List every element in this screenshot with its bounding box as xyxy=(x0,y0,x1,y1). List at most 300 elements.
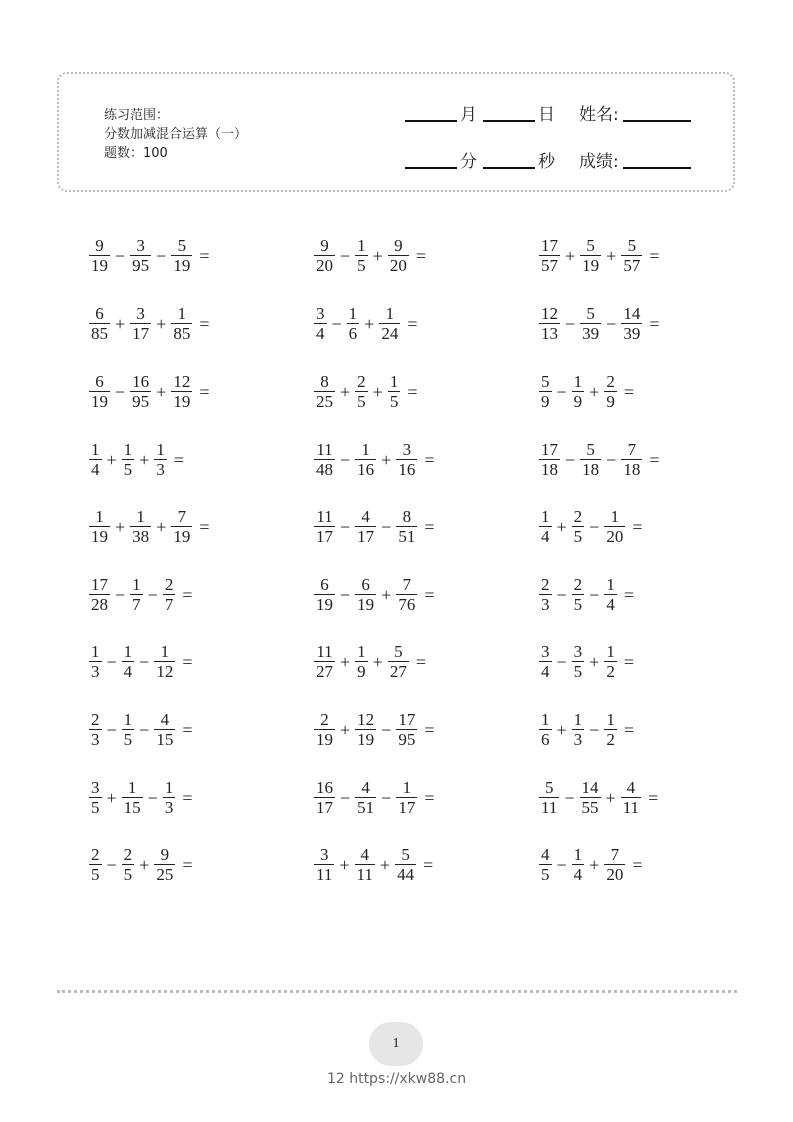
equals-sign: = xyxy=(415,651,426,672)
denominator: 11 xyxy=(622,798,640,817)
numerator: 17 xyxy=(398,710,416,729)
operator: − xyxy=(106,719,117,740)
operator: − xyxy=(556,854,567,875)
minute-label: 分 xyxy=(460,152,477,172)
denominator: 20 xyxy=(606,865,624,884)
numerator: 1 xyxy=(160,642,170,661)
denominator: 95 xyxy=(398,730,416,749)
numerator: 1 xyxy=(127,778,137,797)
denominator: 15 xyxy=(156,730,174,749)
denominator: 85 xyxy=(173,324,191,343)
denominator: 17 xyxy=(357,527,375,546)
fraction xyxy=(538,236,561,276)
fraction xyxy=(313,710,336,750)
fraction xyxy=(354,845,376,885)
denominator: 3 xyxy=(541,595,550,614)
problem xyxy=(538,642,634,682)
denominator: 3 xyxy=(573,730,583,749)
denominator: 4 xyxy=(541,662,550,681)
numerator: 5 xyxy=(586,440,595,459)
time-score-row xyxy=(405,147,694,172)
fraction xyxy=(603,507,626,547)
operator: + xyxy=(340,651,351,672)
topic-label: 分数加减混合运算（一） xyxy=(104,127,248,142)
numerator: 1 xyxy=(123,440,133,459)
fraction xyxy=(571,710,586,750)
operator: + xyxy=(565,245,576,266)
operator: − xyxy=(589,719,600,740)
score-label: 成绩: xyxy=(579,152,619,172)
denominator: 28 xyxy=(91,595,108,614)
denominator: 19 xyxy=(582,256,600,275)
numerator: 3 xyxy=(319,845,329,864)
fraction xyxy=(354,710,377,750)
fraction xyxy=(620,778,642,818)
fraction xyxy=(88,372,111,412)
fraction xyxy=(170,372,193,412)
numerator: 1 xyxy=(385,304,395,323)
footer-url: 12 https://xkw88.cn xyxy=(326,1071,467,1087)
fraction xyxy=(354,778,377,818)
numerator: 1 xyxy=(606,575,615,594)
fraction xyxy=(170,507,193,547)
denominator: 48 xyxy=(316,460,333,479)
score-blank[interactable] xyxy=(623,149,691,169)
numerator: 1 xyxy=(348,304,358,323)
numerator: 5 xyxy=(586,304,595,323)
numerator: 1 xyxy=(402,778,412,797)
fraction xyxy=(538,778,560,818)
numerator: 8 xyxy=(320,372,329,391)
day-blank[interactable] xyxy=(483,102,535,122)
denominator: 3 xyxy=(164,798,174,817)
range-label: 练习范围： xyxy=(104,108,170,123)
numerator: 1 xyxy=(541,507,550,526)
equals-sign: = xyxy=(623,651,634,672)
equals-sign: = xyxy=(649,245,660,266)
problem xyxy=(88,507,209,547)
equals-sign: = xyxy=(623,381,634,402)
denominator: 19 xyxy=(316,595,333,614)
fraction xyxy=(121,845,136,885)
numerator: 17 xyxy=(541,236,558,255)
numerator: 3 xyxy=(541,642,550,661)
denominator: 4 xyxy=(316,324,325,343)
problem xyxy=(538,304,659,344)
problem xyxy=(313,304,417,344)
operator: − xyxy=(606,313,617,334)
operator: − xyxy=(556,651,567,672)
denominator: 3 xyxy=(91,662,100,681)
problem xyxy=(88,845,192,885)
equals-sign: = xyxy=(415,245,426,266)
equals-sign: = xyxy=(199,516,210,537)
denominator: 19 xyxy=(173,527,191,546)
fraction xyxy=(121,440,136,480)
denominator: 25 xyxy=(316,392,333,411)
fraction xyxy=(571,575,586,615)
denominator: 19 xyxy=(91,527,108,546)
operator: − xyxy=(139,651,150,672)
fraction xyxy=(571,507,586,547)
denominator: 17 xyxy=(398,798,416,817)
operator: − xyxy=(106,854,117,875)
denominator: 5 xyxy=(573,527,583,546)
fraction xyxy=(378,304,401,344)
fraction xyxy=(387,372,402,412)
denominator: 16 xyxy=(357,460,375,479)
fraction xyxy=(603,710,618,750)
denominator: 19 xyxy=(173,256,191,275)
operator: + xyxy=(381,584,392,605)
numerator: 2 xyxy=(573,507,583,526)
numerator: 2 xyxy=(164,575,174,594)
operator: + xyxy=(139,854,150,875)
denominator: 2 xyxy=(606,662,615,681)
problem xyxy=(538,440,659,480)
problem xyxy=(88,236,209,276)
numerator: 3 xyxy=(91,778,100,797)
operator: + xyxy=(156,516,167,537)
fraction xyxy=(313,372,336,412)
denominator: 27 xyxy=(389,662,407,681)
denominator: 9 xyxy=(357,662,366,681)
equals-sign: = xyxy=(182,651,193,672)
denominator: 19 xyxy=(316,730,333,749)
fraction xyxy=(162,778,177,818)
numerator: 4 xyxy=(360,845,369,864)
denominator: 4 xyxy=(91,460,100,479)
fraction xyxy=(88,642,103,682)
operator: + xyxy=(372,381,383,402)
fraction xyxy=(313,642,336,682)
problem xyxy=(313,507,434,547)
divider xyxy=(57,990,737,993)
fraction xyxy=(395,507,418,547)
denominator: 51 xyxy=(398,527,416,546)
problem xyxy=(313,236,426,276)
denominator: 19 xyxy=(173,392,191,411)
problem xyxy=(313,710,434,750)
operator: + xyxy=(372,651,383,672)
fraction xyxy=(394,845,417,885)
numerator: 1 xyxy=(357,236,366,255)
denominator: 19 xyxy=(91,392,108,411)
second-label: 秒 xyxy=(538,152,555,172)
operator: + xyxy=(381,449,392,470)
denominator: 57 xyxy=(541,256,558,275)
operator: − xyxy=(106,651,117,672)
numerator: 5 xyxy=(586,236,595,255)
problem xyxy=(538,372,634,412)
numerator: 4 xyxy=(361,778,370,797)
numerator: 4 xyxy=(626,778,636,797)
operator: + xyxy=(156,313,167,334)
denominator: 19 xyxy=(357,595,375,614)
date-name-row xyxy=(405,100,694,125)
numerator: 16 xyxy=(316,778,333,797)
numerator: 11 xyxy=(316,440,333,459)
fraction xyxy=(129,372,152,412)
operator: − xyxy=(564,787,575,808)
numerator: 6 xyxy=(361,575,370,594)
numerator: 17 xyxy=(91,575,108,594)
fraction xyxy=(153,710,176,750)
equals-sign: = xyxy=(199,313,210,334)
numerator: 1 xyxy=(606,710,615,729)
month-blank[interactable] xyxy=(405,102,457,122)
denominator: 7 xyxy=(164,595,174,614)
numerator: 1 xyxy=(164,778,174,797)
denominator: 85 xyxy=(91,324,108,343)
fraction xyxy=(354,642,369,682)
equals-sign: = xyxy=(623,584,634,605)
fraction xyxy=(170,236,193,276)
denominator: 5 xyxy=(123,730,133,749)
fraction xyxy=(313,507,336,547)
denominator: 9 xyxy=(541,392,550,411)
operator: − xyxy=(589,516,600,537)
denominator: 57 xyxy=(623,256,641,275)
operator: + xyxy=(364,313,375,334)
operator: + xyxy=(606,245,617,266)
fraction xyxy=(313,575,336,615)
equals-sign: = xyxy=(424,787,435,808)
numerator: 1 xyxy=(132,575,141,594)
denominator: 3 xyxy=(91,730,100,749)
name-blank[interactable] xyxy=(623,102,691,122)
operator: + xyxy=(156,381,167,402)
problem xyxy=(88,304,209,344)
operator: − xyxy=(565,449,576,470)
operator: + xyxy=(556,516,567,537)
equals-sign: = xyxy=(424,516,435,537)
numerator: 7 xyxy=(177,507,187,526)
denominator: 20 xyxy=(316,256,333,275)
numerator: 1 xyxy=(177,304,187,323)
operator: + xyxy=(556,719,567,740)
operator: + xyxy=(605,787,616,808)
denominator: 95 xyxy=(132,256,150,275)
fraction xyxy=(354,575,377,615)
page-number: 1 xyxy=(369,1022,423,1066)
denominator: 5 xyxy=(357,392,366,411)
fraction xyxy=(538,304,561,344)
numerator: 5 xyxy=(401,845,410,864)
denominator: 20 xyxy=(606,527,624,546)
fraction xyxy=(129,304,152,344)
operator: + xyxy=(115,313,126,334)
problem xyxy=(538,507,642,547)
numerator: 6 xyxy=(320,575,329,594)
equals-sign: = xyxy=(632,854,643,875)
fraction xyxy=(346,304,361,344)
numerator: 11 xyxy=(316,642,333,661)
numerator: 1 xyxy=(573,372,583,391)
denominator: 6 xyxy=(348,324,358,343)
problem xyxy=(538,710,634,750)
numerator: 1 xyxy=(123,642,133,661)
operator: − xyxy=(556,381,567,402)
problem xyxy=(313,642,426,682)
numerator: 5 xyxy=(627,236,637,255)
denominator: 4 xyxy=(606,595,615,614)
numerator: 2 xyxy=(91,710,100,729)
equals-sign: = xyxy=(182,787,193,808)
denominator: 5 xyxy=(541,865,550,884)
fraction xyxy=(354,372,369,412)
fraction xyxy=(313,304,328,344)
fraction xyxy=(571,845,586,885)
numerator: 5 xyxy=(394,642,403,661)
denominator: 5 xyxy=(91,865,100,884)
numerator: 5 xyxy=(541,372,550,391)
fraction xyxy=(121,710,136,750)
numerator: 1 xyxy=(95,507,104,526)
problem xyxy=(88,440,184,480)
equals-sign: = xyxy=(424,584,435,605)
denominator: 18 xyxy=(582,460,600,479)
fraction xyxy=(395,710,418,750)
denominator: 39 xyxy=(623,324,641,343)
denominator: 4 xyxy=(541,527,550,546)
denominator: 13 xyxy=(541,324,558,343)
numerator: 2 xyxy=(541,575,550,594)
operator: + xyxy=(115,516,126,537)
numerator: 9 xyxy=(160,845,170,864)
numerator: 7 xyxy=(610,845,620,864)
denominator: 5 xyxy=(123,865,133,884)
operator: − xyxy=(115,245,126,266)
numerator: 7 xyxy=(402,575,412,594)
equals-sign: = xyxy=(182,584,193,605)
operator: − xyxy=(139,719,150,740)
fraction xyxy=(538,575,553,615)
fraction xyxy=(162,575,177,615)
denominator: 44 xyxy=(397,865,415,884)
numerator: 7 xyxy=(627,440,637,459)
equals-sign: = xyxy=(424,719,435,740)
denominator: 95 xyxy=(132,392,150,411)
operator: − xyxy=(156,245,167,266)
numerator: 4 xyxy=(541,845,550,864)
fraction xyxy=(387,236,410,276)
operator: − xyxy=(147,584,158,605)
numerator: 1 xyxy=(91,440,100,459)
numerator: 6 xyxy=(95,304,104,323)
fraction xyxy=(538,710,553,750)
denominator: 19 xyxy=(91,256,108,275)
operator: + xyxy=(379,854,391,875)
problem xyxy=(313,778,434,818)
operator: + xyxy=(139,449,150,470)
equals-sign: = xyxy=(199,381,210,402)
problem xyxy=(313,575,434,615)
numerator: 1 xyxy=(541,710,550,729)
operator: − xyxy=(340,245,351,266)
worksheet-header xyxy=(57,72,735,192)
fraction xyxy=(603,372,618,412)
fraction xyxy=(538,372,553,412)
numerator: 1 xyxy=(357,642,366,661)
fraction xyxy=(129,507,152,547)
fraction xyxy=(538,642,553,682)
denominator: 11 xyxy=(316,865,333,884)
fraction xyxy=(88,575,111,615)
denominator: 4 xyxy=(123,662,133,681)
denominator: 9 xyxy=(573,392,583,411)
denominator: 51 xyxy=(357,798,375,817)
denominator: 2 xyxy=(606,730,615,749)
fraction xyxy=(579,236,602,276)
problem xyxy=(313,372,417,412)
numerator: 14 xyxy=(623,304,641,323)
operator: − xyxy=(147,787,158,808)
denominator: 39 xyxy=(582,324,600,343)
denominator: 38 xyxy=(132,527,150,546)
fraction xyxy=(88,710,103,750)
numerator: 1 xyxy=(136,507,145,526)
equals-sign: = xyxy=(632,516,643,537)
fraction xyxy=(579,440,602,480)
equals-sign: = xyxy=(649,449,660,470)
fraction xyxy=(620,236,643,276)
problem xyxy=(538,778,658,818)
numerator: 3 xyxy=(316,304,325,323)
fraction xyxy=(354,236,369,276)
fraction xyxy=(313,236,336,276)
fraction xyxy=(354,440,377,480)
operator: − xyxy=(340,449,351,470)
denominator: 24 xyxy=(381,324,399,343)
fraction xyxy=(129,575,144,615)
fraction xyxy=(153,440,168,480)
numerator: 12 xyxy=(357,710,375,729)
numerator: 4 xyxy=(160,710,170,729)
equals-sign: = xyxy=(182,719,193,740)
denominator: 3 xyxy=(156,460,165,479)
fraction xyxy=(153,845,176,885)
numerator: 12 xyxy=(173,372,191,391)
operator: − xyxy=(331,313,342,334)
fraction xyxy=(603,575,618,615)
operator: + xyxy=(106,449,117,470)
problem xyxy=(538,575,634,615)
numerator: 5 xyxy=(177,236,187,255)
minute-blank[interactable] xyxy=(405,149,457,169)
denominator: 5 xyxy=(573,595,583,614)
operator: − xyxy=(381,516,392,537)
equals-sign: = xyxy=(407,381,418,402)
operator: − xyxy=(115,584,126,605)
fraction xyxy=(603,845,626,885)
second-blank[interactable] xyxy=(483,149,535,169)
numerator: 2 xyxy=(357,372,366,391)
equals-sign: = xyxy=(407,313,418,334)
problem xyxy=(313,440,434,480)
denominator: 11 xyxy=(541,798,558,817)
equals-sign: = xyxy=(623,719,634,740)
numerator: 12 xyxy=(541,304,558,323)
problem xyxy=(88,575,192,615)
equals-sign: = xyxy=(199,245,210,266)
fraction xyxy=(313,778,336,818)
fraction xyxy=(153,642,176,682)
month-label: 月 xyxy=(460,105,477,125)
problem xyxy=(88,778,192,818)
numerator: 3 xyxy=(136,236,145,255)
operator: − xyxy=(340,584,351,605)
